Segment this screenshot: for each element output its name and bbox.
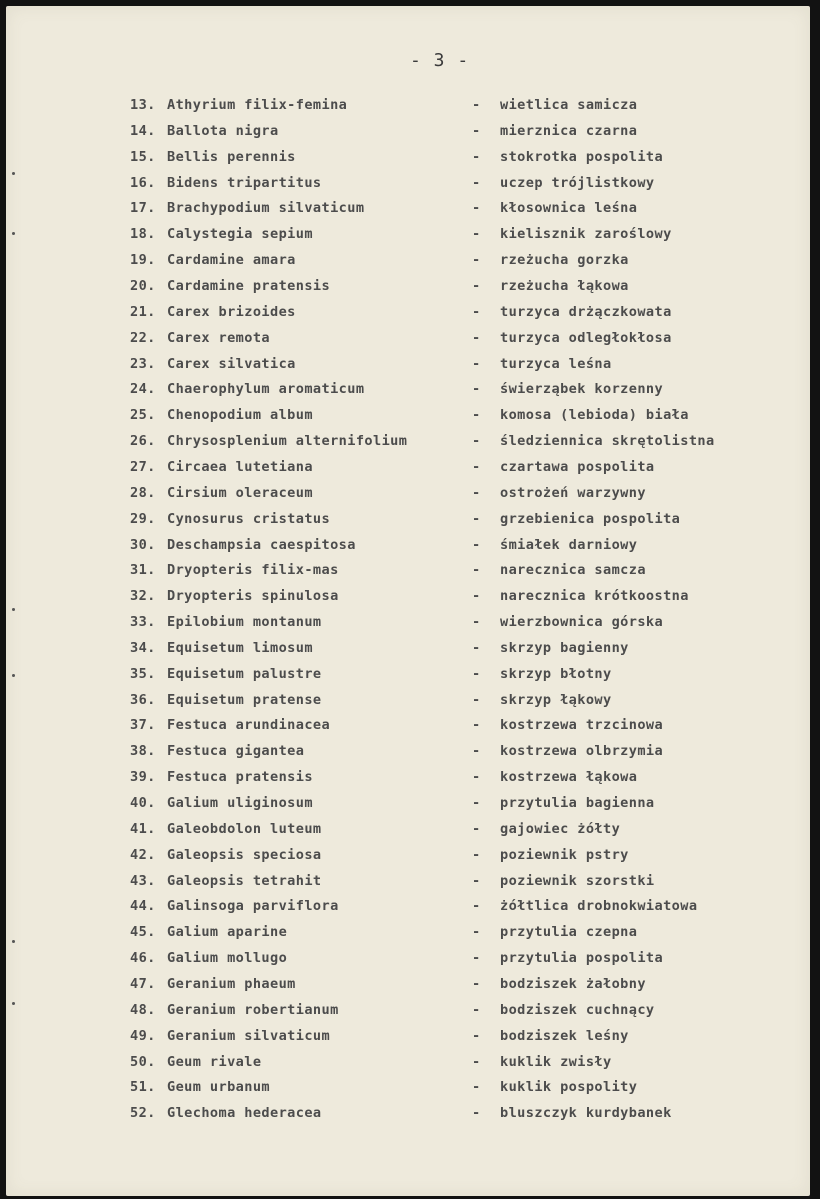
latin-name: Cardamine amara	[167, 252, 296, 269]
polish-name: kuklik zwisły	[500, 1053, 612, 1070]
species-entry	[6, 304, 810, 330]
species-entry	[6, 898, 810, 924]
species-entry	[6, 743, 810, 769]
species-entry	[6, 1079, 810, 1105]
latin-name: Chrysosplenium alternifolium	[167, 433, 408, 450]
separator-dash: -	[472, 97, 481, 113]
margin-mark	[12, 674, 15, 677]
species-entry	[6, 537, 810, 563]
entry-number: 23.	[130, 355, 156, 372]
separator-dash: -	[472, 458, 481, 475]
species-entry	[6, 821, 810, 847]
polish-name: skrzyp bagienny	[500, 639, 629, 656]
entry-number: 39.	[130, 769, 156, 786]
separator-dash: -	[472, 1079, 481, 1096]
latin-name: Festuca gigantea	[167, 743, 305, 760]
separator-dash: -	[472, 795, 481, 811]
entry-number: 49.	[130, 1027, 156, 1044]
separator-dash: -	[472, 381, 481, 398]
entry-number: 15.	[130, 148, 156, 165]
polish-name: skrzyp łąkowy	[500, 691, 612, 708]
separator-dash: -	[472, 1053, 481, 1070]
latin-name: Galeopsis tetrahit	[167, 872, 322, 889]
species-entry	[6, 588, 810, 614]
separator-dash: -	[472, 226, 481, 243]
latin-name: Galium mollugo	[167, 950, 288, 967]
entry-number: 20.	[130, 278, 156, 294]
species-entry	[6, 407, 810, 433]
entry-number: 51.	[130, 1079, 156, 1096]
separator-dash: -	[472, 484, 481, 501]
latin-name: Geum rivale	[167, 1053, 262, 1070]
separator-dash: -	[472, 252, 481, 269]
latin-name: Carex silvatica	[167, 355, 296, 372]
margin-mark	[12, 232, 15, 235]
document-page	[6, 6, 810, 1196]
species-entry	[6, 924, 810, 950]
polish-name: bluszczyk kurdybanek	[500, 1105, 672, 1122]
entry-number: 14.	[130, 122, 156, 139]
entry-number: 44.	[130, 898, 156, 915]
latin-name: Geum urbanum	[167, 1079, 271, 1096]
separator-dash: -	[472, 278, 481, 294]
latin-name: Chaerophylum aromaticum	[167, 381, 365, 398]
latin-name: Geranium silvaticum	[167, 1027, 331, 1044]
separator-dash: -	[472, 665, 481, 682]
polish-name: bodziszek żałobny	[500, 975, 646, 992]
polish-name: rzeżucha gorzka	[500, 252, 629, 269]
entry-number: 24.	[130, 381, 156, 398]
separator-dash: -	[472, 588, 481, 605]
species-entry	[6, 226, 810, 252]
polish-name: bodziszek leśny	[500, 1027, 629, 1044]
species-entry	[6, 562, 810, 588]
latin-name: Festuca arundinacea	[167, 717, 331, 734]
latin-name: Carex remota	[167, 329, 271, 346]
entry-number: 13.	[130, 97, 156, 113]
polish-name: narecznica krótkoostna	[500, 588, 689, 605]
polish-name: przytulia pospolita	[500, 950, 664, 967]
latin-name: Dryopteris filix-mas	[167, 562, 339, 579]
separator-dash: -	[472, 846, 481, 863]
separator-dash: -	[472, 200, 481, 217]
polish-name: turzyca odległokłosa	[500, 329, 672, 346]
polish-name: poziewnik pstry	[500, 846, 629, 863]
latin-name: Deschampsia caespitosa	[167, 536, 356, 553]
separator-dash: -	[472, 303, 481, 320]
margin-mark	[12, 608, 15, 611]
entry-number: 48.	[130, 1001, 156, 1018]
latin-name: Cynosurus cristatus	[167, 510, 331, 527]
page-number: - 3 -	[410, 50, 470, 71]
entry-number: 47.	[130, 975, 156, 992]
separator-dash: -	[472, 769, 481, 786]
species-entry	[6, 873, 810, 899]
margin-mark	[12, 1002, 15, 1005]
entry-number: 16.	[130, 174, 156, 191]
entry-number: 35.	[130, 665, 156, 682]
species-entry	[6, 614, 810, 640]
species-entry	[6, 976, 810, 1002]
latin-name: Bellis perennis	[167, 148, 296, 165]
entry-number: 19.	[130, 252, 156, 269]
latin-name: Geranium phaeum	[167, 975, 296, 992]
margin-mark	[12, 172, 15, 175]
separator-dash: -	[472, 562, 481, 579]
species-list	[6, 6, 810, 1196]
polish-name: turzyca leśna	[500, 355, 612, 372]
separator-dash: -	[472, 122, 481, 139]
species-entry	[6, 1054, 810, 1080]
entry-number: 38.	[130, 743, 156, 760]
latin-name: Athyrium filix-femina	[167, 97, 348, 113]
separator-dash: -	[472, 872, 481, 889]
separator-dash: -	[472, 717, 481, 734]
latin-name: Carex brizoides	[167, 303, 296, 320]
entry-number: 42.	[130, 846, 156, 863]
separator-dash: -	[472, 329, 481, 346]
species-entry	[6, 717, 810, 743]
entry-number: 33.	[130, 614, 156, 630]
entry-number: 17.	[130, 200, 156, 217]
latin-name: Calystegia sepium	[167, 226, 313, 243]
polish-name: śmiałek darniowy	[500, 536, 638, 553]
species-entry	[6, 381, 810, 407]
polish-name: skrzyp błotny	[500, 665, 612, 682]
polish-name: narecznica samcza	[500, 562, 646, 579]
latin-name: Epilobium montanum	[167, 614, 322, 630]
separator-dash: -	[472, 639, 481, 656]
separator-dash: -	[472, 1001, 481, 1018]
species-entry	[6, 511, 810, 537]
polish-name: kuklik pospolity	[500, 1079, 638, 1096]
entry-number: 43.	[130, 872, 156, 889]
latin-name: Galeopsis speciosa	[167, 846, 322, 863]
polish-name: rzeżucha łąkowa	[500, 278, 629, 294]
entry-number: 27.	[130, 458, 156, 475]
polish-name: śledziennica skrętolistna	[500, 433, 715, 450]
polish-name: kielisznik zaroślowy	[500, 226, 672, 243]
entry-number: 46.	[130, 950, 156, 967]
species-entry	[6, 459, 810, 485]
polish-name: uczep trójlistkowy	[500, 174, 655, 191]
polish-name: kostrzewa łąkowa	[500, 769, 638, 786]
latin-name: Chenopodium album	[167, 407, 313, 424]
separator-dash: -	[472, 614, 481, 630]
latin-name: Ballota nigra	[167, 122, 279, 139]
separator-dash: -	[472, 950, 481, 967]
entry-number: 41.	[130, 820, 156, 837]
latin-name: Galium aparine	[167, 924, 288, 941]
entry-number: 32.	[130, 588, 156, 605]
latin-name: Equisetum pratense	[167, 691, 322, 708]
entry-number: 37.	[130, 717, 156, 734]
polish-name: stokrotka pospolita	[500, 148, 664, 165]
entry-number: 52.	[130, 1105, 156, 1122]
species-entry	[6, 692, 810, 718]
polish-name: poziewnik szorstki	[500, 872, 655, 889]
latin-name: Galinsoga parviflora	[167, 898, 339, 915]
latin-name: Festuca pratensis	[167, 769, 313, 786]
latin-name: Bidens tripartitus	[167, 174, 322, 191]
separator-dash: -	[472, 1027, 481, 1044]
polish-name: świerząbek korzenny	[500, 381, 664, 398]
entry-number: 21.	[130, 303, 156, 320]
species-entry	[6, 330, 810, 356]
polish-name: komosa (lebioda) biała	[500, 407, 689, 424]
polish-name: kłosownica leśna	[500, 200, 638, 217]
species-entry	[6, 123, 810, 149]
species-entry	[6, 433, 810, 459]
species-entry	[6, 200, 810, 226]
polish-name: przytulia bagienna	[500, 795, 655, 811]
polish-name: wietlica samicza	[500, 97, 638, 113]
separator-dash: -	[472, 407, 481, 424]
polish-name: kostrzewa trzcinowa	[500, 717, 664, 734]
latin-name: Galeobdolon luteum	[167, 820, 322, 837]
species-entry	[6, 175, 810, 201]
entry-number: 50.	[130, 1053, 156, 1070]
species-entry	[6, 149, 810, 175]
margin-mark	[12, 940, 15, 943]
polish-name: grzebienica pospolita	[500, 510, 681, 527]
latin-name: Circaea lutetiana	[167, 458, 313, 475]
latin-name: Equisetum palustre	[167, 665, 322, 682]
latin-name: Brachypodium silvaticum	[167, 200, 365, 217]
polish-name: przytulia czepna	[500, 924, 638, 941]
separator-dash: -	[472, 536, 481, 553]
entry-number: 26.	[130, 433, 156, 450]
separator-dash: -	[472, 975, 481, 992]
separator-dash: -	[472, 898, 481, 915]
species-entry	[6, 666, 810, 692]
species-entry	[6, 1028, 810, 1054]
entry-number: 18.	[130, 226, 156, 243]
polish-name: gajowiec żółty	[500, 820, 621, 837]
latin-name: Glechoma hederacea	[167, 1105, 322, 1122]
polish-name: turzyca drżączkowata	[500, 303, 672, 320]
latin-name: Galium uliginosum	[167, 795, 313, 811]
polish-name: mierznica czarna	[500, 122, 638, 139]
separator-dash: -	[472, 820, 481, 837]
separator-dash: -	[472, 510, 481, 527]
entry-number: 25.	[130, 407, 156, 424]
species-entry	[6, 278, 810, 304]
entry-number: 40.	[130, 795, 156, 811]
polish-name: kostrzewa olbrzymia	[500, 743, 664, 760]
entry-number: 34.	[130, 639, 156, 656]
polish-name: ostrożeń warzywny	[500, 484, 646, 501]
separator-dash: -	[472, 433, 481, 450]
species-entry	[6, 252, 810, 278]
separator-dash: -	[472, 691, 481, 708]
species-entry	[6, 1002, 810, 1028]
polish-name: bodziszek cuchnący	[500, 1001, 655, 1018]
species-entry	[6, 485, 810, 511]
entry-number: 31.	[130, 562, 156, 579]
latin-name: Cirsium oleraceum	[167, 484, 313, 501]
separator-dash: -	[472, 1105, 481, 1122]
separator-dash: -	[472, 174, 481, 191]
latin-name: Geranium robertianum	[167, 1001, 339, 1018]
entry-number: 22.	[130, 329, 156, 346]
species-entry	[6, 640, 810, 666]
entry-number: 36.	[130, 691, 156, 708]
polish-name: żółtlica drobnokwiatowa	[500, 898, 698, 915]
entry-number: 29.	[130, 510, 156, 527]
latin-name: Cardamine pratensis	[167, 278, 331, 294]
polish-name: czartawa pospolita	[500, 458, 655, 475]
separator-dash: -	[472, 148, 481, 165]
latin-name: Dryopteris spinulosa	[167, 588, 339, 605]
latin-name: Equisetum limosum	[167, 639, 313, 656]
species-entry	[6, 97, 810, 123]
species-entry	[6, 769, 810, 795]
separator-dash: -	[472, 924, 481, 941]
separator-dash: -	[472, 355, 481, 372]
entry-number: 30.	[130, 536, 156, 553]
species-entry	[6, 1105, 810, 1131]
entry-number: 45.	[130, 924, 156, 941]
species-entry	[6, 795, 810, 821]
species-entry	[6, 847, 810, 873]
species-entry	[6, 950, 810, 976]
entry-number: 28.	[130, 484, 156, 501]
polish-name: wierzbownica górska	[500, 614, 664, 630]
separator-dash: -	[472, 743, 481, 760]
species-entry	[6, 356, 810, 382]
